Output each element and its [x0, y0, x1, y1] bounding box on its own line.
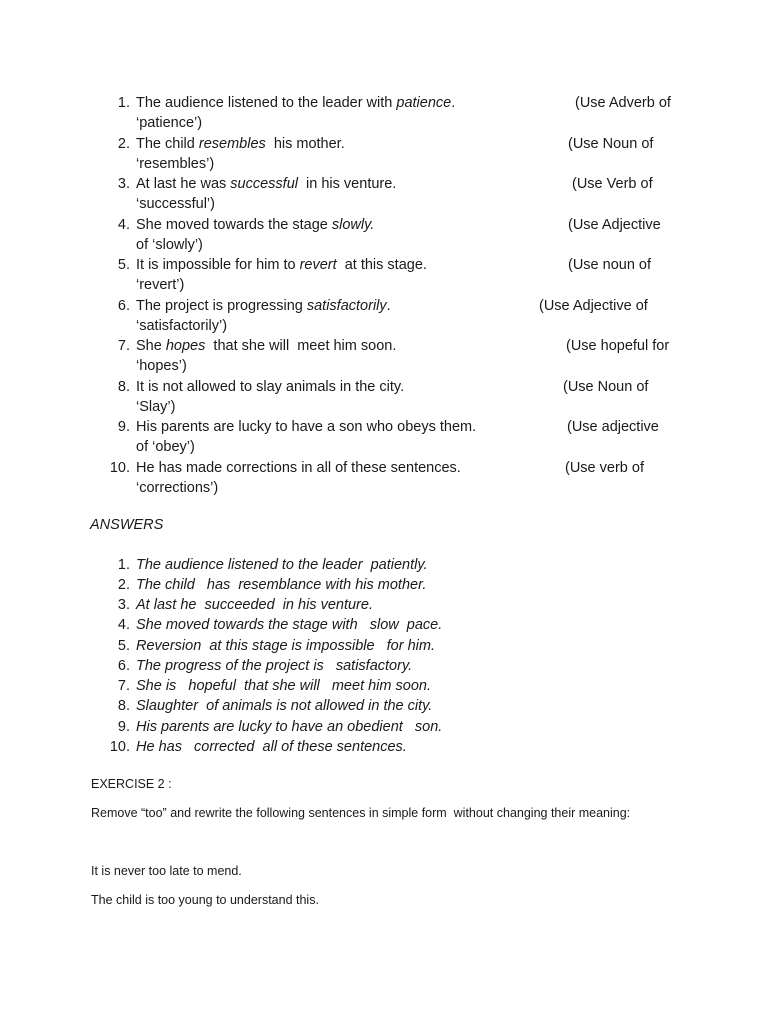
answer-text: Reversion at this stage is impossible for him.	[136, 638, 435, 654]
answer-text: Slaughter of animals is not allowed in the city.	[136, 698, 433, 714]
question-hint: (Use Adverb of	[575, 95, 671, 111]
answer-text: The child has resemblance with his mother.	[136, 577, 427, 593]
question-hint-continuation: ‘resembles’)	[136, 156, 215, 172]
question-text: The project is progressing satisfactorily.	[136, 298, 391, 314]
question-text: He has made corrections in all of these sentences.	[136, 460, 461, 476]
answer-number: 10.	[109, 739, 130, 755]
question-number: 1.	[117, 95, 130, 111]
answers-heading: ANSWERS	[90, 517, 164, 533]
question-text: The audience listened to the leader with patience.	[136, 95, 456, 111]
question-hint: (Use Noun of	[568, 136, 654, 152]
question-text: She hopes that she will meet him soon.	[136, 338, 397, 354]
answer-number: 2.	[117, 577, 130, 593]
answer-text: At last he succeeded in his venture.	[136, 597, 373, 613]
answer-text: His parents are lucky to have an obedient son.	[136, 719, 443, 735]
question-number: 6.	[117, 298, 130, 314]
question-hint: (Use Adjective	[568, 217, 661, 233]
answer-number: 9.	[117, 719, 130, 735]
question-number: 3.	[117, 176, 130, 192]
question-number: 4.	[117, 217, 130, 233]
question-text: It is not allowed to slay animals in the city.	[136, 379, 405, 395]
question-text: She moved towards the stage slowly.	[136, 217, 375, 233]
question-hint: (Use Adjective of	[539, 298, 648, 314]
question-text: His parents are lucky to have a son who obeys them.	[136, 419, 477, 435]
question-hint-continuation: ‘patience’)	[136, 115, 203, 131]
answer-number: 5.	[117, 638, 130, 654]
question-hint: (Use Verb of	[572, 176, 653, 192]
answer-number: 6.	[117, 658, 130, 674]
question-hint-continuation: ‘hopes’)	[136, 358, 187, 374]
answer-number: 1.	[117, 557, 130, 573]
exercise-instruction: Remove “too” and rewrite the following sentences in simple form without changing their meaning:	[91, 806, 631, 820]
answer-number: 7.	[117, 678, 130, 694]
question-text: It is impossible for him to revert at this stage.	[136, 257, 427, 273]
answer-text: He has corrected all of these sentences.	[136, 739, 407, 755]
question-number: 10.	[109, 460, 130, 476]
answer-number: 4.	[117, 617, 130, 633]
question-hint-continuation: of ‘slowly’)	[136, 237, 203, 253]
exercise-heading: EXERCISE 2 :	[91, 777, 172, 791]
question-hint-continuation: ‘satisfactorily’)	[136, 318, 228, 334]
question-hint-continuation: of ‘obey’)	[136, 439, 195, 455]
question-number: 7.	[117, 338, 130, 354]
question-number: 2.	[117, 136, 130, 152]
question-text: At last he was successful in his venture.	[136, 176, 397, 192]
question-hint-continuation: ‘successful’)	[136, 196, 215, 212]
question-hint: (Use Noun of	[563, 379, 649, 395]
question-hint: (Use verb of	[565, 460, 644, 476]
answer-text: She is hopeful that she will meet him soon.	[136, 678, 431, 694]
answer-text: The audience listened to the leader patiently.	[136, 557, 428, 573]
question-hint: (Use adjective	[567, 419, 659, 435]
question-hint: (Use noun of	[568, 257, 652, 273]
question-number: 9.	[117, 419, 130, 435]
answer-text: She moved towards the stage with slow pace.	[136, 617, 443, 633]
question-text: The child resembles his mother.	[136, 136, 345, 152]
question-hint-continuation: ‘revert’)	[136, 277, 185, 293]
exercise-sentence: It is never too late to mend.	[91, 864, 242, 878]
question-number: 5.	[117, 257, 130, 273]
question-number: 8.	[117, 379, 130, 395]
answer-number: 3.	[117, 597, 130, 613]
question-hint: (Use hopeful for	[566, 338, 670, 354]
question-hint-continuation: ‘Slay’)	[136, 399, 176, 415]
exercise-sentence: The child is too young to understand this.	[91, 893, 319, 907]
question-hint-continuation: ‘corrections’)	[136, 480, 219, 496]
answer-text: The progress of the project is satisfactory.	[136, 658, 413, 674]
answer-number: 8.	[117, 698, 130, 714]
